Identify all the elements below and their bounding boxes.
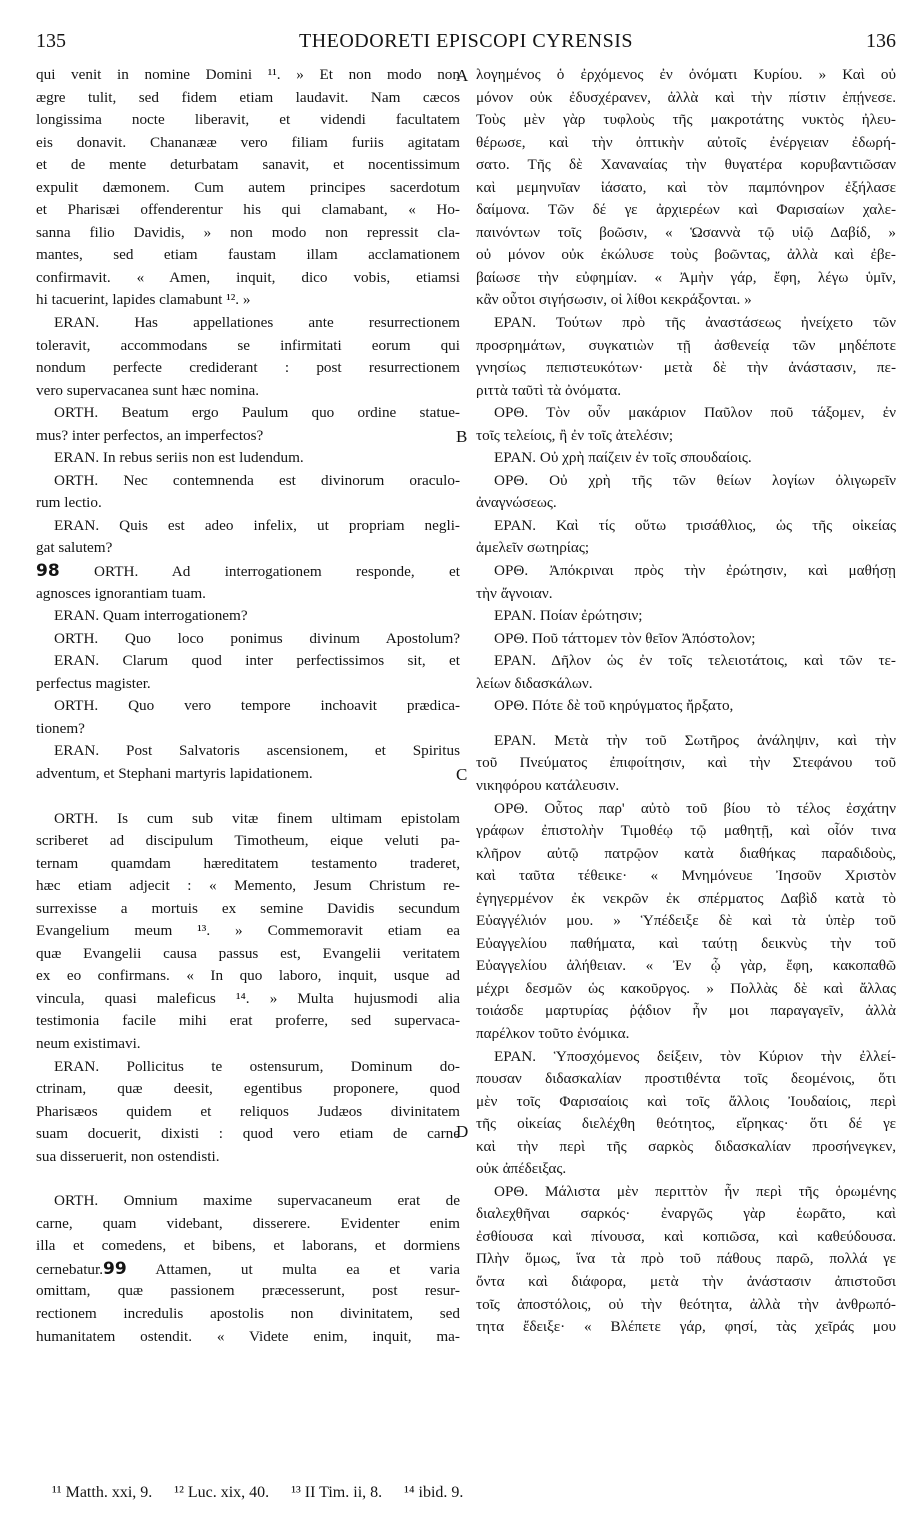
- line-text: Pharisæos quidem et reliquos Judæos divinitatem: [36, 1102, 460, 1120]
- text-line: [36, 560, 460, 583]
- text-line: [476, 955, 896, 978]
- line-text: Εὐαγγέλιόν μου. » Ὑπέδειξε δὲ καὶ τὰ ὑπὲρ τοῦ: [476, 912, 896, 930]
- line-text: ORTH. Quo loco ponimus divinum Apostolum?: [54, 629, 460, 647]
- line-text: ΕΡΑΝ. Οὐ χρὴ παίζειν ἐν τοῖς σπουδαίοις.: [494, 449, 752, 467]
- greek-column: [476, 64, 896, 1339]
- running-title: THEODORETI EPISCOPI CYRENSIS: [298, 30, 634, 52]
- text-line: [36, 943, 460, 966]
- paragraph-gap: [476, 718, 896, 730]
- text-line: [36, 1123, 460, 1146]
- text-line: [476, 380, 896, 403]
- text-line: [476, 605, 896, 628]
- line-text: Τοὺς μὲν γὰρ τυφλοὺς τῆς μακροτάτης νυκτὸς ἠλευ-: [476, 111, 896, 129]
- line-text: ERAN. Pollicitus te ostensurum, Dominum do-: [54, 1057, 460, 1075]
- line-text: tionem?: [36, 719, 85, 737]
- footnote: ¹³ II Tim. ii, 8.: [291, 1484, 383, 1501]
- text-line: [476, 888, 896, 911]
- line-text: ριττὰ ταῦτὶ τὰ ὀνόματα.: [476, 381, 622, 399]
- text-line: [36, 695, 460, 718]
- text-line: [476, 267, 896, 290]
- page-number-left: 135: [36, 30, 66, 52]
- text-line: [36, 1280, 460, 1303]
- line-text: gat salutem?: [36, 539, 113, 557]
- text-line: [476, 244, 896, 267]
- text-line: [476, 1068, 896, 1091]
- text-line: [36, 1033, 460, 1056]
- text-line: [476, 865, 896, 888]
- line-text: testimonia facile mihi erat proferre, sed supervaca-: [36, 1012, 460, 1030]
- line-text: τοῦ Πνεύματος ἐπιφοίτησιν, καὶ τὴν Στεφάνου τοῦ: [476, 754, 896, 772]
- line-text: μὲν τοῖς Φαρισαίοις καὶ τοῖς ἄλλοις Ἰουδαίοις, περὶ: [476, 1092, 896, 1110]
- margin-letter-b: B: [456, 427, 468, 446]
- line-text: Εὐαγγελίου ἀλήθειαν. « Ἐν ᾧ γὰρ, ἔφη, κακοπαθῶ: [476, 957, 896, 975]
- line-text: ΟΡΘ. Ἀπόκριναι πρὸς τὴν ἐρώτησιν, καὶ μαθήσῃ: [494, 562, 896, 580]
- text-line: [476, 447, 896, 470]
- paragraph-gap: [36, 1168, 460, 1190]
- text-line: [476, 673, 896, 696]
- text-line: [476, 177, 896, 200]
- line-text: θέρωσε, καὶ τὴν ὀπτικὴν αὐτοῖς ἐνέργειαν ἐδωρή-: [476, 133, 896, 151]
- text-line: [36, 470, 460, 493]
- line-text: suam docuerit, dixisti : quod vero etiam de carne: [36, 1125, 460, 1143]
- line-text: τῆς οἰκείας διελέχθη θεότητος, εἴρηκας· ὅτι δέ γε: [476, 1115, 896, 1133]
- text-line: [476, 335, 896, 358]
- text-line: [36, 199, 460, 222]
- text-line: [476, 1113, 896, 1136]
- line-text: οὐκ ἀπέδειξας.: [476, 1160, 567, 1178]
- text-line: [36, 109, 460, 132]
- text-line: [476, 695, 896, 718]
- line-text: ΟΡΘ. Ποῦ τάττομεν τὸν θεῖον Ἀπόστολον;: [494, 629, 756, 647]
- text-line: [476, 289, 896, 312]
- line-text: ὄντα καὶ διάφορα, μετὰ τὴν ἀνάστασιν ἀπιστοῦσι: [476, 1272, 896, 1290]
- line-text: vero supervacanea sunt hæc nomina.: [36, 381, 260, 399]
- text-line: [36, 312, 460, 335]
- text-line: [36, 357, 460, 380]
- text-line: [476, 1226, 896, 1249]
- text-line: [476, 1158, 896, 1181]
- text-line: [476, 1271, 896, 1294]
- line-text: Evangelium meum ¹³. » Commemoravit etiam ea: [36, 922, 460, 940]
- text-line: [476, 492, 896, 515]
- line-text: βαίωσε τὴν εὐφημίαν. « Ἀμὴν γάρ, ἔφη, λέγω ὑμῖν,: [476, 268, 896, 286]
- text-line: [476, 843, 896, 866]
- text-line: [36, 1078, 460, 1101]
- text-line: [36, 763, 460, 786]
- text-line: [36, 402, 460, 425]
- line-text: mantes, sed etiam faustam illam acclamationem: [36, 246, 460, 264]
- text-line: [36, 1326, 460, 1349]
- line-text: agnosces ignorantiam tuam.: [36, 584, 206, 602]
- line-text: τητα ἔδειξε· « Βλέπετε γάρ, φησί, τὰς χεῖράς μου: [476, 1318, 896, 1336]
- line-text: γνησίως πεπιστευκότων· μετὰ δὲ τὴν ἀνάστασιν, πε-: [476, 359, 896, 377]
- text-line: [36, 875, 460, 898]
- text-line: [36, 718, 460, 741]
- text-line: [476, 650, 896, 673]
- text-line: [36, 87, 460, 110]
- text-line: [476, 537, 896, 560]
- text-line: [476, 1136, 896, 1159]
- line-text: προσρημάτων, συγκατιὼν τῇ ἀσθενείᾳ τῶν μηδέποτε: [476, 336, 896, 354]
- line-text: ERAN. In rebus seriis non est ludendum.: [54, 449, 304, 467]
- text-line: [476, 154, 896, 177]
- line-text: ΕΡΑΝ. Τούτων πρὸ τῆς ἀναστάσεως ἠνείχετο τῶν: [494, 314, 896, 332]
- text-line: [476, 1203, 896, 1226]
- text-line: [36, 673, 460, 696]
- line-text: ORTH. Nec contemnenda est divinorum oraculo-: [54, 471, 460, 489]
- line-text: πουσαν διδασκαλίαν προστιθέντα τοῖς δεομένοις, ὅτι: [476, 1070, 896, 1088]
- line-text: neum existimavi.: [36, 1034, 141, 1052]
- text-line: [36, 1146, 460, 1169]
- text-line: [36, 740, 460, 763]
- text-line: [476, 470, 896, 493]
- line-text: Εὐαγγελίου παθήματα, καὶ ταύτῃ δεικνὺς τὴν τοῦ: [476, 934, 896, 952]
- text-line: [476, 583, 896, 606]
- text-line: [36, 605, 460, 628]
- text-line: [36, 830, 460, 853]
- line-text: ORTH. Is cum sub vitæ finem ultimam epistolam: [54, 809, 460, 827]
- line-text: ΕΡΑΝ. Ποίαν ἐρώτησιν;: [494, 607, 643, 625]
- margin-letter-a: A: [456, 66, 469, 85]
- text-line: [476, 628, 896, 651]
- text-line: [476, 1000, 896, 1023]
- text-line: [36, 1235, 460, 1258]
- latin-column: [36, 64, 460, 1348]
- line-text: ΟΡΘ. Οὗτος παρ' αὐτὸ τοῦ βίου τὸ τέλος ἐσχάτην: [494, 799, 896, 817]
- text-line: [36, 64, 460, 87]
- line-text: ΕΡΑΝ. Ὑποσχόμενος δείξειν, τὸν Κύριον τὴν ἐλλεί-: [494, 1047, 896, 1065]
- line-text: vincula, quasi maleficus ¹⁴. » Multa hujusmodi alia: [36, 989, 460, 1007]
- line-text: hæc etiam adjecit : « Memento, Jesum Christum re-: [36, 877, 460, 895]
- line-text: ἐσθίουσα καὶ πίνουσα, καὶ κοπιῶσα, καὶ καθεύδουσα.: [476, 1227, 896, 1245]
- line-text: mus? inter perfectos, an imperfectos?: [36, 426, 264, 444]
- line-text: humanitatem ostendit. « Videte enim, inquit, ma-: [36, 1327, 460, 1345]
- text-line: [476, 978, 896, 1001]
- line-text: eis donavit. Chananææ vero filiam furiis agitatam: [36, 133, 460, 151]
- line-text: Πλὴν ὅμως, ἵνα τὰ πρὸ τοῦ πάθους παρῶ, πολλά γε: [476, 1250, 896, 1268]
- text-line: [36, 1258, 460, 1281]
- line-text: ORTH. Ad interrogationem responde, et: [59, 563, 460, 581]
- line-text: ERAN. Clarum quod inter perfectissimos sit, et: [54, 652, 460, 670]
- line-text: omittam, quæ passionem præcesserunt, post resur-: [36, 1282, 460, 1300]
- text-line: [476, 199, 896, 222]
- line-text: rectionem incredulis apostolis non divinitatem, sed: [36, 1304, 460, 1322]
- line-text: hi tacuerint, lapides clamabunt ¹². »: [36, 291, 251, 309]
- margin-letter-c: C: [456, 765, 468, 784]
- line-text: τοῖς ἀποστόλοις, οὐ τὴν θεότητα, ἀλλὰ τὴν ἀνθρωπό-: [476, 1295, 896, 1313]
- text-line: [36, 380, 460, 403]
- text-line: [36, 154, 460, 177]
- line-text: ΟΡΘ. Μάλιστα μὲν περιττὸν ἦν περὶ τῆς ὁρωμένης: [494, 1182, 896, 1200]
- line-text: ORTH. Quo vero tempore inchoavit prædica-: [54, 697, 460, 715]
- text-line: [36, 1213, 460, 1236]
- line-text: perfectus magister.: [36, 674, 151, 692]
- text-line: [476, 1091, 896, 1114]
- text-line: [36, 132, 460, 155]
- text-line: [476, 1294, 896, 1317]
- text-line: [476, 515, 896, 538]
- text-line: [36, 920, 460, 943]
- line-text: longissima nocte liberavit, et videndi facultatem: [36, 111, 460, 129]
- text-line: [476, 1181, 896, 1204]
- line-text: ctrinam, quæ deesit, egentibus proponere, quod: [36, 1080, 460, 1098]
- line-text: τοῖς τελείοις, ἢ ἐν τοῖς ἀτελέσιν;: [476, 426, 674, 444]
- text-line: [476, 775, 896, 798]
- line-text: ἀμελεῖν σωτηρίας;: [476, 539, 590, 557]
- text-line: [476, 132, 896, 155]
- text-line: [476, 222, 896, 245]
- text-line: [36, 583, 460, 606]
- line-text: σατο. Τῆς δὲ Χαναναίας τὴν θυγατέρα κορυβαντιῶσαν: [476, 156, 896, 174]
- footnote: ¹¹ Matth. xxi, 9.: [52, 1484, 153, 1501]
- margin-letter-d: D: [456, 1122, 469, 1141]
- line-text: οὐ μόνον οὐκ ἐκώλυσε τοὺς βοῶντας, ἀλλὰ καὶ ἐβε-: [476, 246, 896, 264]
- text-line: [476, 560, 896, 583]
- text-line: [36, 1303, 460, 1326]
- line-text: τὴν ἄγνοιαν.: [476, 584, 553, 602]
- line-text: ERAN. Quam interrogationem?: [54, 607, 248, 625]
- text-line: [36, 335, 460, 358]
- line-text: μέχρι δεσμῶν ὡς κακοῦργος. » Πολλὰς δὲ καὶ ἄλλας: [476, 979, 896, 997]
- text-line: [36, 492, 460, 515]
- text-line: [476, 1046, 896, 1069]
- text-line: [36, 898, 460, 921]
- text-line: [476, 425, 896, 448]
- text-line: [36, 177, 460, 200]
- line-text: γράφων ἐπιστολὴν Τιμοθέῳ τῷ μαθητῇ, καὶ οἷόν τινα: [476, 822, 896, 840]
- text-line: [36, 808, 460, 831]
- line-text: ΕΡΑΝ. Δῆλον ὡς ἐν τοῖς τελειοτάτοις, καὶ τῶν τε-: [494, 652, 896, 670]
- text-line: [36, 447, 460, 470]
- footnotes: [52, 1484, 485, 1502]
- text-line: [36, 267, 460, 290]
- footnote: ¹⁴ ibid. 9.: [404, 1484, 464, 1501]
- text-line: [36, 1010, 460, 1033]
- line-text: ΕΡΑΝ. Μετὰ τὴν τοῦ Σωτῆρος ἀνάληψιν, καὶ τὴν: [494, 731, 896, 749]
- line-text: ἐγηγερμένον ἐκ νεκρῶν ἐκ σπέρματος Δαβὶδ κατὰ τὸ: [476, 889, 896, 907]
- line-text: καὶ ταῦτα τέθεικε· « Μνημόνευε Ἰησοῦν Χριστὸν: [476, 867, 896, 885]
- line-text: ΕΡΑΝ. Καὶ τίς οὕτω τρισάθλιος, ὡς τῆς οἰκείας: [494, 516, 896, 534]
- line-text: adventum, et Stephani martyris lapidationem.: [36, 764, 313, 782]
- line-text: Attamen, ut multa ea et varia: [126, 1260, 460, 1278]
- page-number-right: 136: [866, 30, 896, 52]
- line-text: nondum perfecte crediderant : post resurrectionem: [36, 359, 460, 377]
- line-text: ERAN. Has appellationes ante resurrectionem: [54, 314, 460, 332]
- text-line: [36, 515, 460, 538]
- text-line: [476, 752, 896, 775]
- line-text: ἀναγνώσεως.: [476, 494, 557, 512]
- line-text: surrexisse a mortuis ex semine Davidis secundum: [36, 899, 460, 917]
- line-text: ERAN. Quis est adeo infelix, ut propriam negli-: [54, 516, 460, 534]
- text-line: [36, 1101, 460, 1124]
- text-line: [36, 425, 460, 448]
- text-line: [36, 853, 460, 876]
- line-text: παινόντων τοῖς βοῶσιν, « Ὡσαννὰ τῷ υἱῷ Δαβίδ, »: [476, 223, 896, 241]
- line-text: illa et comedens, et bibens, et laborans, et dormiens: [36, 1237, 460, 1255]
- line-text: τοιάσδε μαρτυρίας ῥᾴδιον ἦν μοι παραγαγεῖν, ἀλλὰ: [476, 1002, 896, 1020]
- line-text: δαίμονα. Τῶν δέ γε ἀρχιερέων καὶ Φαρισαίων χαλε-: [476, 201, 896, 219]
- line-text: παρέλκον τοῦτο ἐνόμικα.: [476, 1024, 630, 1042]
- text-line: [36, 222, 460, 245]
- line-text: ΟΡΘ. Οὐ χρὴ τῆς τῶν θείων λογίων ὀλιγωρεῖν: [494, 471, 896, 489]
- line-text: rum lectio.: [36, 494, 102, 512]
- line-text: et Pharisæi offenderentur his qui clamabant, « Ho-: [36, 201, 460, 219]
- line-text: ORTH. Omnium maxime supervacaneum erat de: [54, 1192, 460, 1210]
- text-line: [476, 357, 896, 380]
- text-line: [476, 1248, 896, 1271]
- line-text: scriberet ad discipulum Timotheum, eique veluti pa-: [36, 832, 460, 850]
- text-line: [476, 402, 896, 425]
- text-line: [36, 1056, 460, 1079]
- text-line: [476, 730, 896, 753]
- line-text: καὶ μεμηνυῖαν ἰάσατο, καὶ τὸν παμπόνηρον ἐξήλασε: [476, 178, 896, 196]
- line-text: confirmavit. « Amen, inquit, dico vobis, etiamsi: [36, 268, 460, 286]
- line-text: κλῆρον αὐτῷ πατρῷον κατὰ διαθήκας παραδιδοὺς,: [476, 844, 896, 862]
- page-header: [36, 30, 896, 64]
- text-line: [476, 109, 896, 132]
- text-line: [476, 910, 896, 933]
- text-line: [476, 87, 896, 110]
- line-text: διαλεχθῆναι σαρκός· ἐναργῶς γὰρ ἑωρᾶτο, καὶ: [476, 1205, 896, 1223]
- text-line: [36, 537, 460, 560]
- line-text: expulit dæmonem. Cum autem principes sacerdotum: [36, 178, 460, 196]
- text-line: [36, 628, 460, 651]
- text-line: [36, 1190, 460, 1213]
- line-text: ΟΡΘ. Πότε δὲ τοῦ κηρύγματος ἤρξατο,: [494, 697, 734, 715]
- text-line: [36, 289, 460, 312]
- line-text: sanna filio Davidis, » non modo non repressit cla-: [36, 223, 460, 241]
- line-text: cernebatur.: [36, 1260, 104, 1278]
- section-number: 98: [36, 561, 60, 582]
- line-text: et de mente deturbatam sanavit, et nocentissimum: [36, 156, 460, 174]
- line-text: qui venit in nomine Domini ¹¹. » Et non modo non: [36, 66, 460, 83]
- line-text: sua disseruerit, non ostendisti.: [36, 1147, 220, 1165]
- line-text: μόνον οὐκ ἐδυσχέρανεν, ἀλλὰ καὶ τὴν πίστιν ἐπῄνεσε.: [476, 88, 896, 106]
- line-text: ERAN. Post Salvatoris ascensionem, et Spiritus: [54, 742, 460, 760]
- text-line: [36, 965, 460, 988]
- text-line: [476, 64, 896, 87]
- line-text: καὶ τὴν περὶ τῆς σαρκὸς διδασκαλίαν προσήνεγκεν,: [476, 1137, 896, 1155]
- line-text: κἂν οὗτοι σιγήσωσιν, οἱ λίθοι κεκράξονται. »: [476, 291, 752, 309]
- text-line: [476, 820, 896, 843]
- paragraph-gap: [36, 786, 460, 808]
- line-text: ΟΡΘ. Τὸν οὖν μακάριον Παῦλον ποῦ τάξομεν, ἐν: [494, 404, 896, 422]
- section-number: 99: [103, 1258, 127, 1279]
- text-line: [476, 933, 896, 956]
- line-text: carne, quam videbant, disserere. Evidenter enim: [36, 1214, 460, 1232]
- line-text: ex eo confirmans. « In quo laboro, inquit, usque ad: [36, 967, 460, 985]
- text-line: [36, 650, 460, 673]
- text-line: [476, 798, 896, 821]
- line-text: ægre tulit, sed fidem etiam laudavit. Nam cæcos: [36, 88, 460, 106]
- text-line: [476, 1023, 896, 1046]
- line-text: ternam quamdam hæreditatem testamento traderet,: [36, 854, 460, 872]
- line-text: toleravit, accommodans se infirmitati eorum qui: [36, 336, 460, 354]
- line-text: λογημένος ὁ ἐρχόμενος ἐν ὀνόματι Κυρίου. » Καὶ οὐ: [476, 66, 896, 83]
- text-line: [36, 244, 460, 267]
- line-text: νικηφόρου κατάλευσιν.: [476, 776, 620, 794]
- line-text: λείων διδασκάλων.: [476, 674, 593, 692]
- text-line: [476, 1316, 896, 1339]
- line-text: quæ Evangelii causa passus est, Evangelii veritatem: [36, 944, 460, 962]
- line-text: ORTH. Beatum ergo Paulum quo ordine statue-: [54, 404, 460, 422]
- footnote: ¹² Luc. xix, 40.: [174, 1484, 270, 1501]
- text-line: [36, 988, 460, 1011]
- text-line: [476, 312, 896, 335]
